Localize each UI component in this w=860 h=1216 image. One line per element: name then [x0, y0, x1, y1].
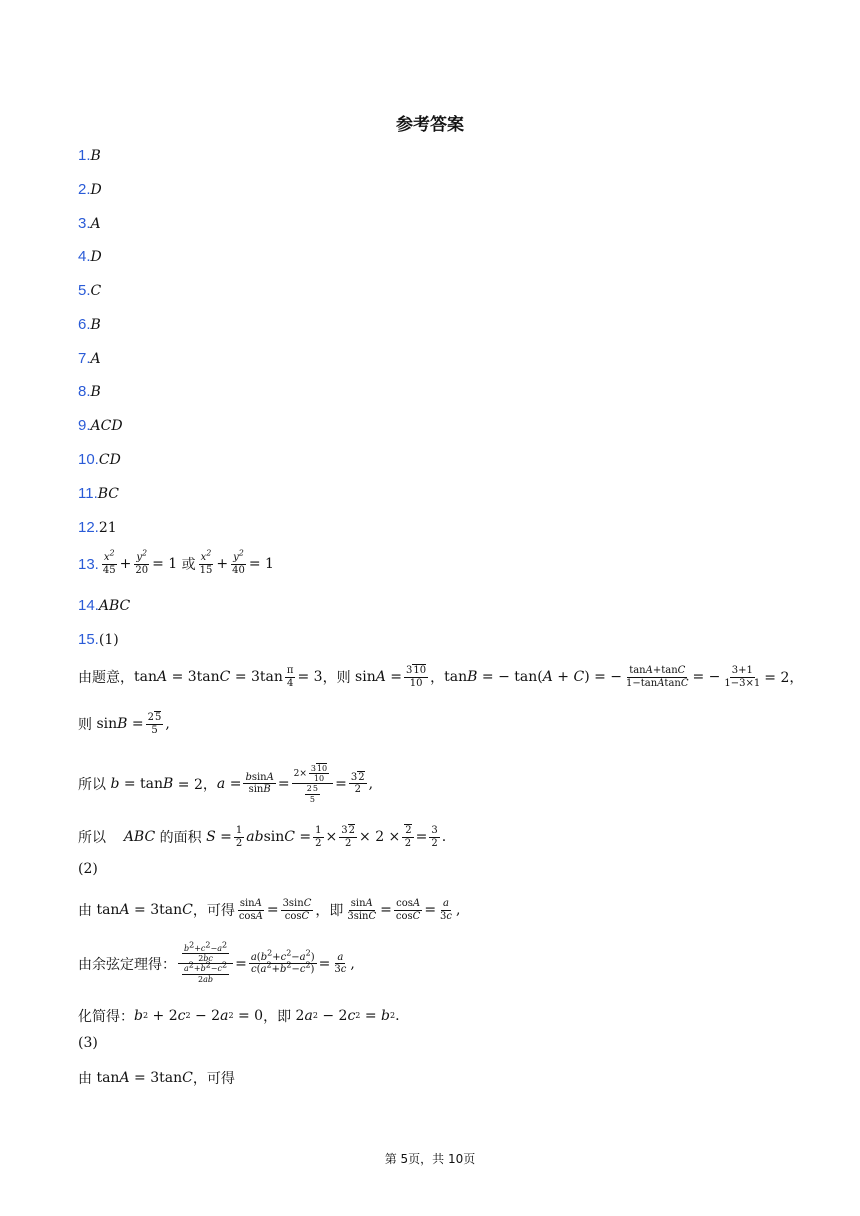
- answer-item: 7.A: [78, 350, 101, 367]
- solution-line: 由余弦定理得： $\frac{\frac{b2+c2-a2}{2bc}}{\frac{a2+b2-c2}{2ab}}$ = $\frac{a(b^2+c^2-a^2)}{c(a^2+b^2-c^2)}$ = $\frac{a}{3c}$ ,: [78, 940, 355, 984]
- page-footer: 第 5页，共 10页: [384, 1152, 476, 1166]
- answer-item: 14.ABC: [78, 597, 131, 614]
- part-label: (2): [78, 861, 98, 877]
- part-label: (3): [78, 1035, 98, 1051]
- solution-line: 由 tan A = 3tan C ，可得 $\frac{\sin A}{\cos A}$ = $\frac{3\sin C}{\cos C}$ ，即 $\frac{\sin A}{3\sin C}$ = $\frac{\cos A}{\cos C}$ = $\frac{a}{3c}$ ,: [78, 898, 461, 922]
- solution-line: 所以 ABC 的面积 S = $\frac{1}{2}$ ab sin C = $\frac{1}{2}$ × $\frac{32}{2}$ × 2 × $\frac{2}{2}$ = $\frac{3}{2}$ .: [78, 825, 447, 849]
- page-title: 参考答案: [396, 115, 464, 135]
- answer-item: 9.ACD: [78, 417, 123, 434]
- solution-line: 由题意， tan A = 3tan C = 3tan $\frac{\pi}{4}$ = 3 ，则 sin A = $\frac{310}{10}$ ， tan B = − tan( A + C ) = − $\frac{\tan A+\tan C}{\text{1−tanAtanC}}$ = − $\frac{3+1}{1-3\times 1}$ = 2，: [78, 665, 804, 689]
- answer-item: 6.B: [78, 316, 101, 333]
- solution-line: 由 tan A = 3tan C ，可得: [78, 1070, 235, 1087]
- answer-item: 2.D: [78, 181, 102, 198]
- answer-item: 3.A: [78, 215, 101, 232]
- solution-line: 化简得： b 2 + 2 c 2 − 2 a 2 = 0 ，即 2 a 2 − 2 c 2 = b 2 .: [78, 1008, 400, 1025]
- answer-item: 11.BC: [78, 485, 120, 502]
- answer-item-13: 13. $\frac{x^2}{45}$ + $\frac{y^2}{20}$ = 1 或 $\frac{x^2}{15}$ + $\frac{y^2}{40}$ = 1: [78, 548, 274, 576]
- answer-item: 5.C: [78, 282, 102, 299]
- answer-item: 12.21: [78, 519, 117, 536]
- solution-line: 则 sin B = $\frac{25}{5}$ ,: [78, 712, 170, 736]
- solution-line: 所以 b = tan B = 2， a = $\frac{bsinA}{\sin B}$ = 2× $\frac{310}{10}$ $\frac{25}{5}$ = $\frac{32}{2}$ ,: [78, 764, 374, 804]
- answer-item: 10.CD: [78, 451, 121, 468]
- answer-item: 8.B: [78, 383, 101, 400]
- answer-item: 1.B: [78, 147, 101, 164]
- answer-item: 4.D: [78, 248, 102, 265]
- answer-item: 15.(1): [78, 631, 119, 648]
